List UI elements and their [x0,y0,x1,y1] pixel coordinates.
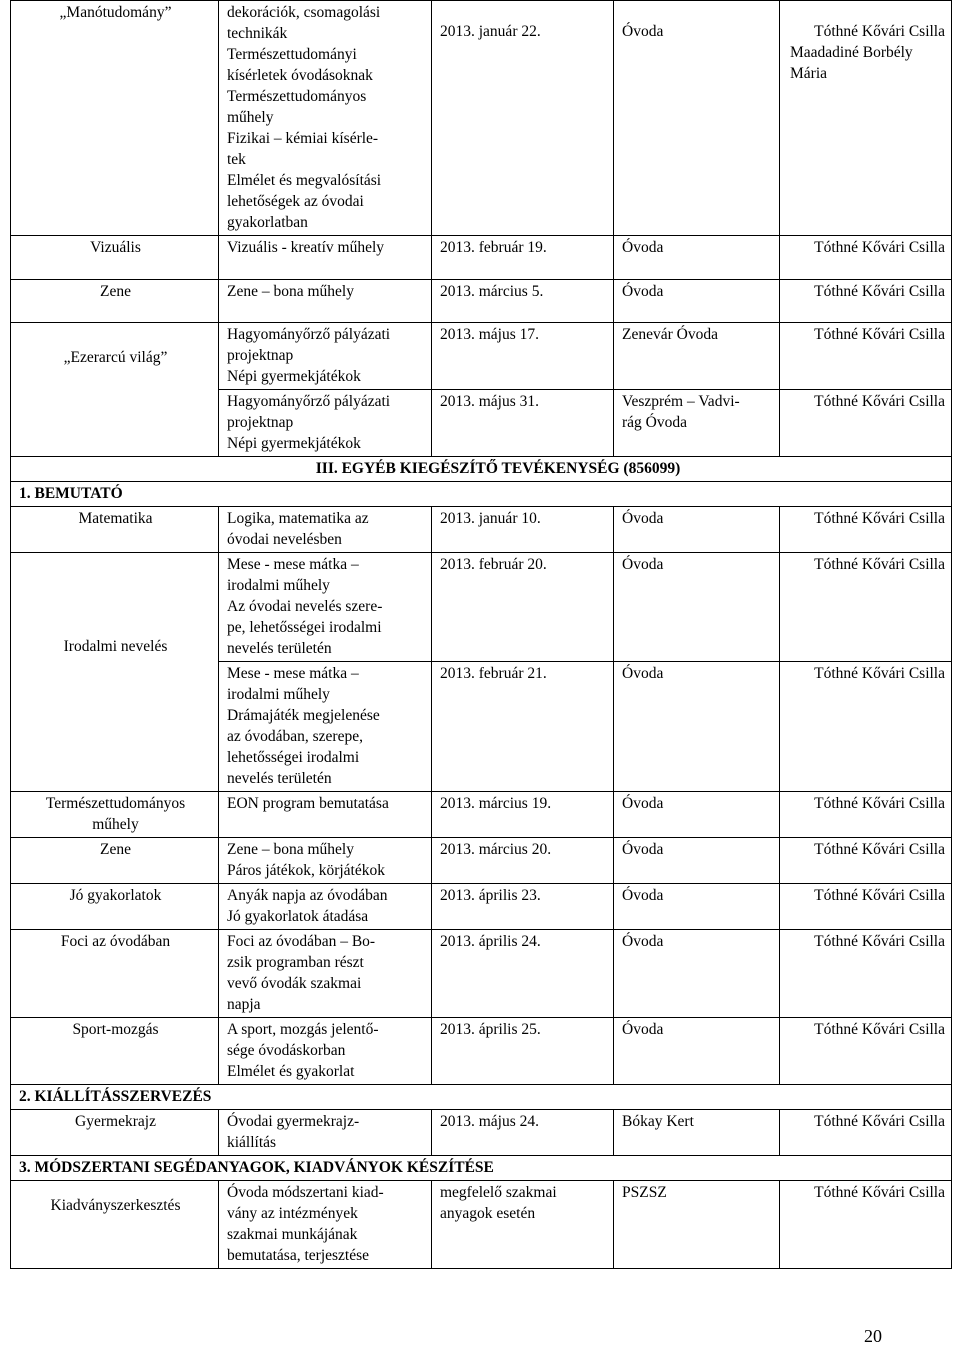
person-cell [780,930,952,1018]
program-table [10,0,952,1269]
person-label: Tóthné Kővári Csilla [814,510,945,527]
date-label: 2013. április 25. [440,1021,541,1038]
subsection-heading-text: 3. MÓDSZERTANI SEGÉDANYAGOK, KIADVÁNYOK KÉSZÍTÉSE [19,1159,494,1176]
place-label: Veszprém – Vadvi- [622,393,740,410]
topic-cell [219,662,432,792]
place-cell [614,792,780,838]
date-cell [432,662,614,792]
topic-line: szakmai munkájának [227,1226,358,1243]
person-label: Tóthné Kővári Csilla [814,23,945,40]
category-label: Vizuális [90,239,141,256]
place-cell [614,553,780,662]
place-label: Óvoda [622,1021,664,1038]
topic-cell [219,236,432,280]
topic-line: Természettudományos [227,88,367,105]
topic-cell [219,390,432,457]
topic-cell [219,1018,432,1085]
category-cell [11,1018,219,1085]
person-cell [780,323,952,390]
category-cell [11,930,219,1018]
place-cell [614,1018,780,1085]
person-cell [780,1110,952,1156]
date-label: 2013. február 19. [440,239,547,256]
topic-line: Hagyományőrző pályázati [227,393,391,410]
topic-line: napja [227,996,261,1013]
topic-line: Népi gyermekjátékok [227,435,361,452]
topic-line: Vizuális - kreatív műhely [227,239,385,256]
subsection-heading [11,1085,952,1110]
date-label: 2013. március 5. [440,283,544,300]
person-label: Tóthné Kővári Csilla [814,933,945,950]
section-heading-text: III. EGYÉB KIEGÉSZÍTŐ TEVÉKENYSÉG (856099) [315,460,681,477]
person-label: Tóthné Kővári Csilla [814,841,945,858]
person-label: Tóthné Kővári Csilla [814,665,945,682]
date-label: 2013. április 24. [440,933,541,950]
topic-line: Fizikai – kémiai kísérle- [227,130,379,147]
topic-line: nevelés területén [227,770,332,787]
topic-line: projektnap [227,347,294,364]
category-cell [11,323,219,457]
place-label: Óvoda [622,556,664,573]
topic-line: EON program bemutatása [227,795,389,812]
person-label: Maadadiné Borbély [790,44,913,61]
category-cell [11,1,219,236]
person-cell [780,390,952,457]
place-label: Óvoda [622,510,664,527]
topic-line: Páros játékok, körjátékok [227,862,385,879]
topic-line: irodalmi műhely [227,686,330,703]
person-cell [780,280,952,323]
date-label: 2013. március 19. [440,795,552,812]
date-label: 2013. április 23. [440,887,541,904]
date-label: megfelelő szakmai [440,1184,557,1201]
section-heading [11,457,952,482]
topic-line: tek [227,151,246,168]
topic-line: Természettudományi [227,46,357,63]
topic-cell [219,280,432,323]
date-label: 2013. február 20. [440,556,547,573]
topic-cell [219,1,432,236]
table-row [11,792,952,838]
topic-line: pe, lehetősségei irodalmi [227,619,382,636]
category-cell [11,236,219,280]
place-label: Óvoda [622,283,664,300]
date-label: 2013. március 20. [440,841,552,858]
date-label: 2013. május 31. [440,393,540,410]
place-label: Óvoda [622,933,664,950]
place-label: Óvoda [622,665,664,682]
category-cell [11,1181,219,1269]
topic-line: vevő óvodák szakmai [227,975,362,992]
place-label: Óvoda [622,23,664,40]
topic-line: technikák [227,25,288,42]
topic-line: gyakorlatban [227,214,308,231]
topic-line: Óvoda módszertani kiad- [227,1184,384,1201]
place-cell [614,1,780,236]
place-cell [614,280,780,323]
person-cell [780,1,952,236]
category-label: Jó gyakorlatok [69,887,162,904]
category-label: műhely [92,816,139,833]
person-cell [780,507,952,553]
topic-line: zsik programban részt [227,954,364,971]
date-cell [432,553,614,662]
table-row [11,930,952,1018]
topic-line: Logika, matematika az [227,510,369,527]
topic-line: műhely [227,109,274,126]
topic-cell [219,792,432,838]
topic-line: Elmélet és megvalósítási [227,172,382,189]
category-label: „Ezerarcú világ” [63,349,168,366]
topic-cell [219,507,432,553]
person-cell [780,838,952,884]
category-cell [11,507,219,553]
topic-line: A sport, mozgás jelentő- [227,1021,379,1038]
topic-line: lehetőségek az óvodai [227,193,364,210]
person-label: Tóthné Kővári Csilla [814,556,945,573]
place-cell [614,323,780,390]
person-label: Tóthné Kővári Csilla [814,239,945,256]
date-cell [432,1018,614,1085]
topic-line: vány az intézmények [227,1205,358,1222]
topic-line: kísérletek óvodásoknak [227,67,373,84]
topic-cell [219,838,432,884]
topic-line: kiállítás [227,1134,277,1151]
date-cell [432,1,614,236]
place-cell [614,236,780,280]
topic-line: projektnap [227,414,294,431]
topic-cell [219,884,432,930]
date-label: 2013. január 22. [440,23,541,40]
subsection-heading-row [11,1085,952,1110]
place-label: rág Óvoda [622,414,687,431]
subsection-heading-row [11,482,952,507]
place-label: Bókay Kert [622,1113,694,1130]
topic-line: bemutatása, terjesztése [227,1247,370,1264]
category-cell [11,280,219,323]
topic-line: Drámajáték megjelenése [227,707,380,724]
person-label: Tóthné Kővári Csilla [814,393,945,410]
subsection-heading [11,1156,952,1181]
date-cell [432,323,614,390]
person-cell [780,662,952,792]
table-row [11,323,952,390]
place-label: PSZSZ [622,1184,667,1201]
date-cell [432,792,614,838]
person-cell [780,884,952,930]
date-label: 2013. május 17. [440,326,540,343]
place-cell [614,507,780,553]
category-cell [11,553,219,792]
table-row [11,1181,952,1269]
topic-line: irodalmi műhely [227,577,330,594]
topic-line: Jó gyakorlatok átadása [227,908,369,925]
table-row [11,1110,952,1156]
category-label: Zene [100,283,131,300]
category-label: Foci az óvodában [60,933,171,950]
category-label: Kiadványszerkesztés [50,1197,181,1214]
category-cell [11,792,219,838]
person-label: Tóthné Kővári Csilla [814,1113,945,1130]
date-label: anyagok esetén [440,1205,536,1222]
date-cell [432,236,614,280]
person-label: Tóthné Kővári Csilla [814,326,945,343]
table-row [11,1018,952,1085]
person-cell [780,1181,952,1269]
category-label: Gyermekrajz [75,1113,156,1130]
topic-line: nevelés területén [227,640,332,657]
date-cell [432,930,614,1018]
topic-line: Mese - mese mátka – [227,556,359,573]
document-page [10,0,951,1269]
place-cell [614,884,780,930]
person-cell [780,553,952,662]
date-cell [432,1181,614,1269]
table-row [11,236,952,280]
person-label: Tóthné Kővári Csilla [814,283,945,300]
place-cell [614,838,780,884]
date-cell [432,1110,614,1156]
place-cell [614,390,780,457]
topic-line: az óvodában, szerepe, [227,728,363,745]
topic-cell [219,1181,432,1269]
topic-line: Zene – bona műhely [227,283,354,300]
date-cell [432,390,614,457]
place-label: Zenevár Óvoda [622,326,718,343]
table-row [11,884,952,930]
topic-line: Mese - mese mátka – [227,665,359,682]
topic-line: Népi gyermekjátékok [227,368,361,385]
person-cell [780,1018,952,1085]
topic-cell [219,553,432,662]
person-cell [780,792,952,838]
category-label: Matematika [78,510,153,527]
category-label: „Manótudomány” [59,4,172,21]
place-cell [614,930,780,1018]
topic-line: Anyák napja az óvodában [227,887,388,904]
subsection-heading-text: 1. BEMUTATÓ [19,485,123,502]
topic-cell [219,323,432,390]
date-cell [432,280,614,323]
category-label: Irodalmi nevelés [63,638,168,655]
topic-line: óvodai nevelésben [227,531,342,548]
topic-line: Óvodai gyermekrajz- [227,1113,360,1130]
date-label: 2013. május 24. [440,1113,540,1130]
topic-line: Elmélet és gyakorlat [227,1063,355,1080]
topic-line: sége óvodáskorban [227,1042,346,1059]
topic-line: Zene – bona műhely [227,841,354,858]
category-label: Zene [100,841,131,858]
person-label: Tóthné Kővári Csilla [814,1184,945,1201]
place-cell [614,1110,780,1156]
category-cell [11,884,219,930]
section-heading-row [11,457,952,482]
place-label: Óvoda [622,239,664,256]
topic-line: Az óvodai nevelés szere- [227,598,383,615]
date-cell [432,884,614,930]
place-label: Óvoda [622,841,664,858]
person-cell [780,236,952,280]
category-label: Sport-mozgás [72,1021,159,1038]
category-label: Természettudományos [45,795,186,812]
table-row [11,1,952,236]
table-row [11,507,952,553]
date-cell [432,507,614,553]
date-label: 2013. február 21. [440,665,547,682]
person-label: Tóthné Kővári Csilla [814,795,945,812]
table-row [11,280,952,323]
page-number: 20 [864,1326,882,1346]
topic-cell [219,930,432,1018]
topic-line: lehetősségei irodalmi [227,749,360,766]
place-cell [614,662,780,792]
table-row [11,553,952,662]
place-label: Óvoda [622,795,664,812]
date-cell [432,838,614,884]
subsection-heading-row [11,1156,952,1181]
person-label: Mária [790,65,828,82]
topic-line: Hagyományőrző pályázati [227,326,391,343]
category-cell [11,1110,219,1156]
place-cell [614,1181,780,1269]
date-label: 2013. január 10. [440,510,541,527]
person-label: Tóthné Kővári Csilla [814,1021,945,1038]
topic-line: Foci az óvodában – Bo- [227,933,376,950]
category-cell [11,838,219,884]
topic-cell [219,1110,432,1156]
place-label: Óvoda [622,887,664,904]
table-row [11,838,952,884]
subsection-heading-text: 2. KIÁLLÍTÁSSZERVEZÉS [19,1088,212,1105]
person-label: Tóthné Kővári Csilla [814,887,945,904]
topic-line: dekorációk, csomagolási [227,4,381,21]
subsection-heading [11,482,952,507]
